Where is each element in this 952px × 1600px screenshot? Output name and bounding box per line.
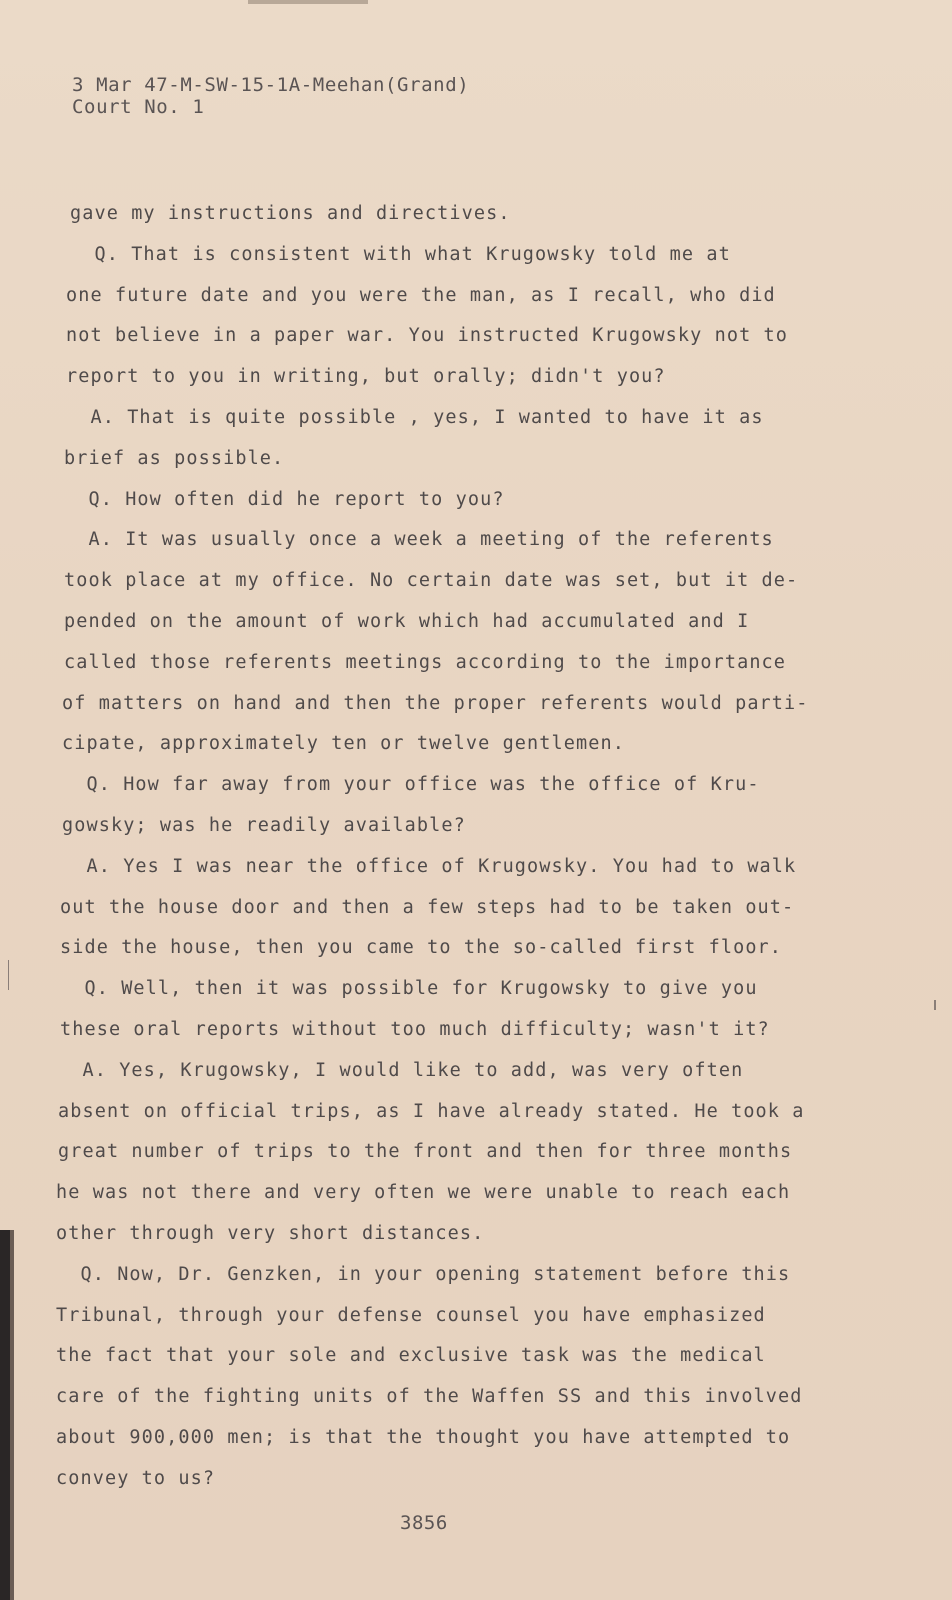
transcript-line: of matters on hand and then the proper referents would parti- xyxy=(62,692,809,714)
paper-speck xyxy=(934,1000,936,1010)
transcript-line: not believe in a paper war. You instructed Krugowsky not to xyxy=(66,325,789,347)
transcript-line: A. Yes, Krugowsky, I would like to add, was very often xyxy=(58,1059,744,1081)
document-header xyxy=(72,74,469,118)
transcript-line: gowsky; was he readily available? xyxy=(62,814,466,836)
transcript-line: convey to us? xyxy=(56,1467,216,1489)
transcript-line: other through very short distances. xyxy=(56,1222,485,1244)
transcript-line: out the house door and then a few steps had to be taken out- xyxy=(60,896,795,918)
paper-tab-mark xyxy=(248,0,368,4)
transcript-line: called those referents meetings according to the importance xyxy=(64,651,787,673)
transcript-line: Q. Well, then it was possible for Krugowsky to give you xyxy=(60,978,758,1000)
transcript-line: care of the fighting units of the Waffen SS and this involved xyxy=(56,1386,803,1408)
transcript-line: report to you in writing, but orally; didn't you? xyxy=(66,366,666,388)
transcript-line: cipate, approximately ten or twelve gentlemen. xyxy=(62,733,625,755)
transcript-line: brief as possible. xyxy=(64,447,285,469)
transcript-line: Q. How far away from your office was the office of Kru- xyxy=(62,774,760,796)
transcript-line: these oral reports without too much difficulty; wasn't it? xyxy=(60,1018,770,1040)
transcript-line: pended on the amount of work which had accumulated and I xyxy=(64,610,750,632)
transcript-line: Q. That is consistent with what Krugowsky told me at xyxy=(70,243,731,265)
transcript-line: gave my instructions and directives. xyxy=(70,203,511,224)
transcript-body xyxy=(56,194,816,1500)
binding-edge-shadow xyxy=(10,1230,14,1600)
header-session-line: 3 Mar 47-M-SW-15-1A-Meehan(Grand) xyxy=(72,74,470,96)
transcript-line: A. That is quite possible , yes, I wanted to have it as xyxy=(66,406,764,428)
header-court-line: Court No. 1 xyxy=(72,96,205,118)
page-number: 3856 xyxy=(400,1512,448,1534)
transcript-line: he was not there and very often we were unable to reach each xyxy=(56,1182,791,1204)
binding-edge xyxy=(0,1230,10,1600)
transcript-line: A. It was usually once a week a meeting of the referents xyxy=(64,529,774,551)
transcript-line: took place at my office. No certain date was set, but it de- xyxy=(64,570,799,592)
transcript-line: A. Yes I was near the office of Krugowsky. You had to walk xyxy=(62,855,797,877)
transcript-line: great number of trips to the front and then for three months xyxy=(58,1141,793,1163)
transcript-line: Q. Now, Dr. Genzken, in your opening statement before this xyxy=(56,1263,791,1285)
paper-speck xyxy=(8,960,9,990)
transcript-line: the fact that your sole and exclusive task was the medical xyxy=(56,1345,766,1367)
transcript-line: side the house, then you came to the so-called first floor. xyxy=(60,937,783,959)
transcript-line: Q. How often did he report to you? xyxy=(64,488,505,510)
transcript-line: about 900,000 men; is that the thought you have attempted to xyxy=(56,1426,791,1448)
transcript-line: one future date and you were the man, as I recall, who did xyxy=(66,284,776,306)
transcript-line: absent on official trips, as I have already stated. He took a xyxy=(58,1100,805,1122)
transcript-line: Tribunal, through your defense counsel you have emphasized xyxy=(56,1304,766,1326)
